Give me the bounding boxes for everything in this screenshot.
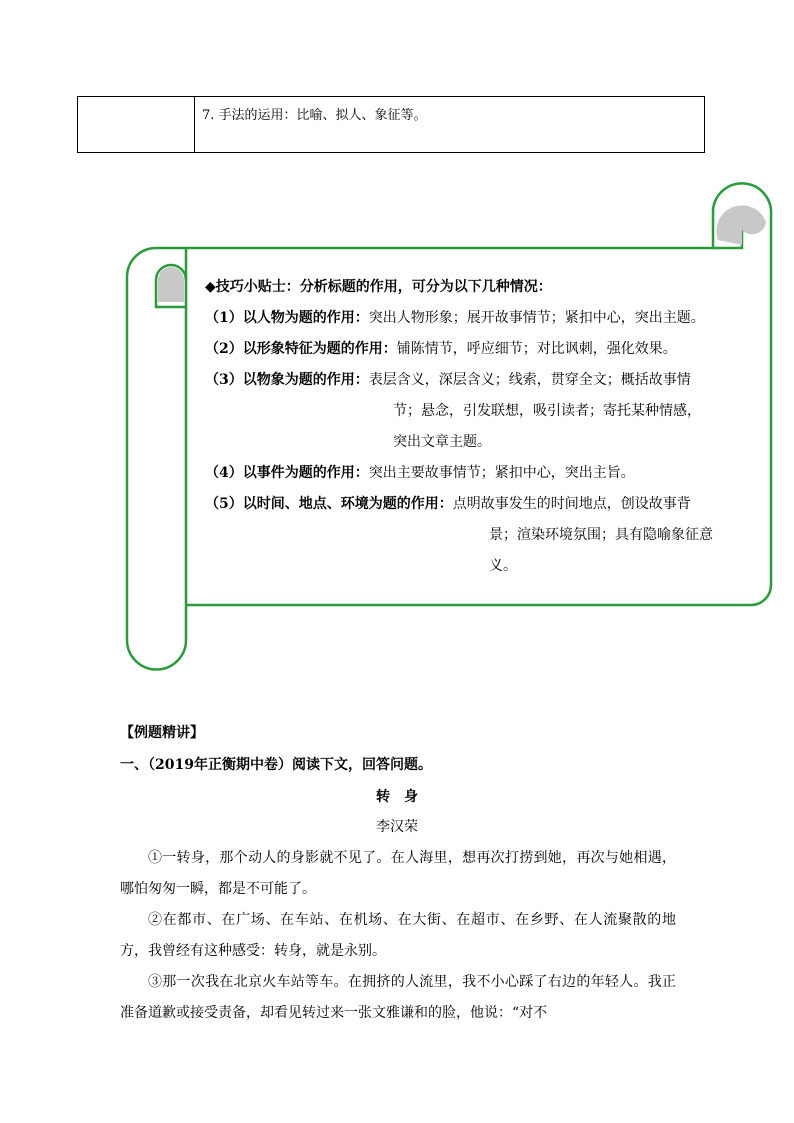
article-title: 转身: [376, 789, 432, 805]
paragraph-2: ②在都市、在广场、在车站、在机场、在大街、在超市、在乡野、在人流聚散的地方，我曾经有这种感受：转身，就是永别。: [120, 912, 676, 959]
paragraph-3: ③那一次我在北京火车站等车。在拥挤的人流里，我不小心踩了右边的年轻人。我正准备道歉或接受责备，却看见转过来一张文雅谦和的脸，他说：“对不: [120, 974, 676, 1021]
tip-item-5-cont-2: 义。: [489, 558, 517, 574]
article-author: 李汉荣: [376, 819, 418, 835]
tip-item-1: （1）以人物为题的作用：突出人物形象；展开故事情节；紧扣中心，突出主题。: [205, 310, 705, 326]
scroll-left-roll: [127, 248, 186, 670]
section-label: 【例题精讲】: [120, 725, 204, 741]
right-curl-fill-icon: [716, 205, 766, 245]
tips-heading: ◆技巧小贴士：分析标题的作用，可分为以下几种情况：: [205, 279, 552, 295]
question-title: 一、（2019年正衡期中卷）阅读下文，回答问题。: [120, 757, 432, 773]
tip-item-5-cont-1: 景；渲染环境氛围；具有隐喻象征意: [489, 527, 713, 543]
tip-item-2: （2）以形象特征为题的作用：铺陈情节，呼应细节；对比讽刺，强化效果。: [205, 341, 677, 357]
tips-box: [205, 272, 765, 582]
left-curl-fill-icon: [158, 267, 184, 302]
tip-item-3: （3）以物象为题的作用：表层含义，深层含义；线索，贯穿全文；概括故事情: [205, 372, 691, 388]
tip-item-3-cont-1: 节；悬念，引发联想，吸引读者；寄托某种情感，: [393, 403, 701, 419]
paragraph-1: ①一转身，那个动人的身影就不见了。在人海里，想再次打捞到她，再次与她相遇，哪怕匆匆一瞬，都是不可能了。: [120, 850, 676, 897]
tip-item-3-cont-2: 突出文章主题。: [393, 434, 491, 450]
tip-item-4: （4）以事件为题的作用：突出主要故事情节；紧扣中心，突出主旨。: [205, 465, 635, 481]
tip-item-5: （5）以时间、地点、环境为题的作用：点明故事发生的时间地点，创设故事背: [205, 496, 691, 512]
table-right-cell: 7. 手法的运用：比喻、拟人、象征等。: [202, 108, 427, 123]
